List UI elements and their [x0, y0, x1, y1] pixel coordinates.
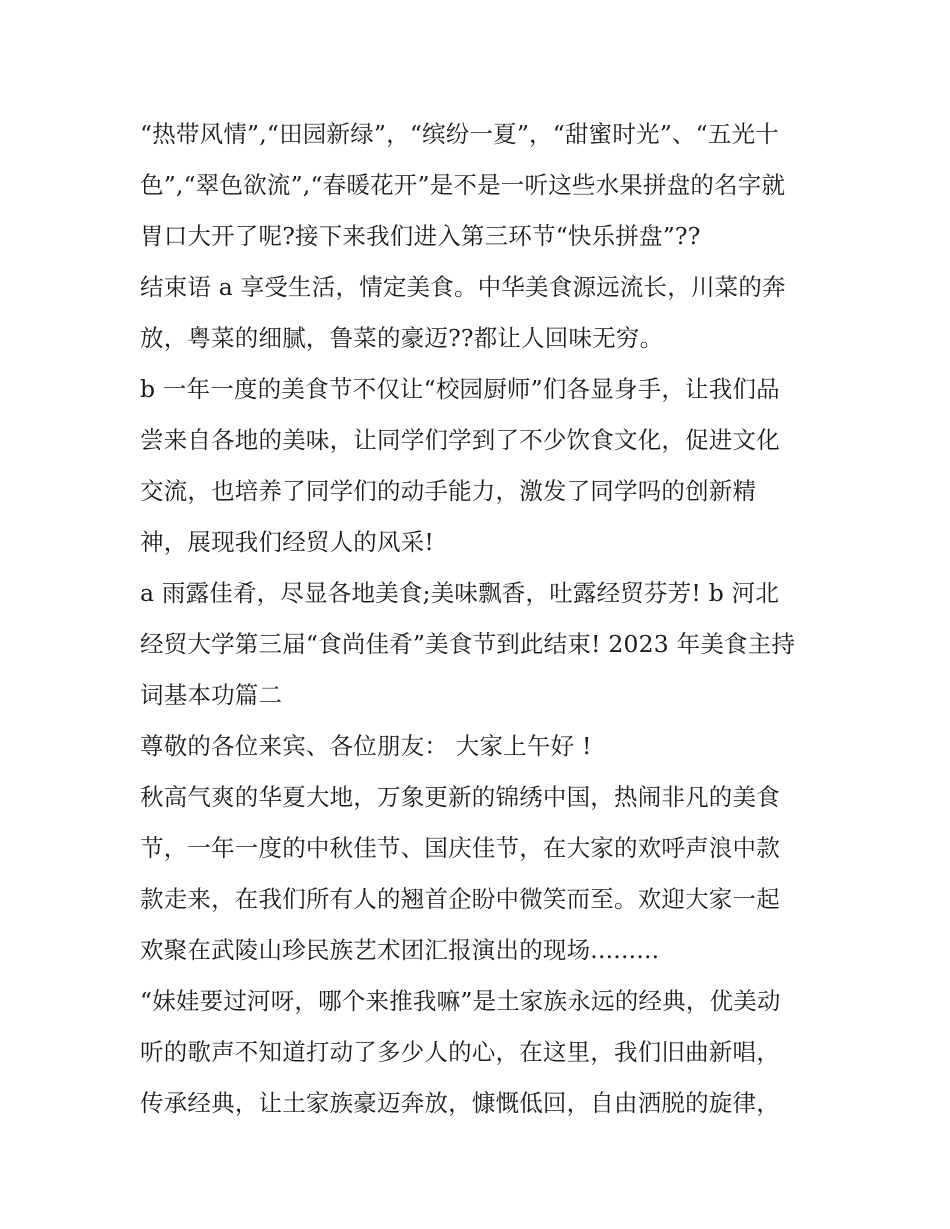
text-line: 经贸大学第三届“食尚佳肴”美食节到此结束! 2023 年美食主持 — [140, 630, 796, 658]
text-line: 尝来自各地的美味，让同学们学到了不少饮食文化，促进文化 — [140, 426, 780, 454]
section-heading: 词基本功篇二 — [140, 681, 283, 709]
text-line: 结束语 a 享受生活，情定美食。中华美食源远流长，川菜的奔 — [140, 273, 786, 301]
text-line: 听的歌声不知道打动了多少人的心，在这里，我们旧曲新唱， — [140, 1038, 780, 1066]
text-line: 色”,“翠色欲流”,“春暖花开”是不是一听这些水果拼盘的名字就 — [140, 171, 786, 199]
text-line: 秋高气爽的华夏大地，万象更新的锦绣中国，热闹非凡的美食 — [140, 783, 780, 811]
text-line: 神，展现我们经贸人的风采! — [140, 528, 435, 556]
text-line: 款走来，在我们所有人的翘首企盼中微笑而至。欢迎大家一起 — [140, 885, 780, 913]
text-line: 欢聚在武陵山珍民族艺术团汇报演出的现场......... — [140, 936, 660, 964]
text-line: a 雨露佳肴，尽显各地美食;美味飘香，吐露经贸芬芳! b 河北 — [140, 579, 780, 607]
greeting-line: 尊敬的各位来宾、各位朋友： 大家上午好 ! — [140, 732, 592, 760]
text-line: 交流，也培养了同学们的动手能力，激发了同学吗的创新精 — [140, 477, 757, 505]
text-line: 传承经典，让土家族豪迈奔放，慷慨低回，自由洒脱的旋律， — [140, 1089, 780, 1117]
text-line: “妹娃要过河呀，哪个来推我嘛”是土家族永远的经典，优美动 — [140, 987, 781, 1015]
text-line: 放，粤菜的细腻，鲁菜的豪迈??都让人回味无穷。 — [140, 324, 664, 352]
document-body — [140, 109, 820, 1129]
text-line: b 一年一度的美食节不仅让“校园厨师”们各显身手，让我们品 — [140, 375, 780, 403]
text-line: 节，一年一度的中秋佳节、国庆佳节，在大家的欢呼声浪中款 — [140, 834, 780, 862]
text-line: 胃口大开了呢?接下来我们进入第三环节“快乐拼盘”?? — [140, 222, 701, 250]
text-line: “热带风情”,“田园新绿”，“缤纷一夏”，“甜蜜时光”、“五光十 — [140, 120, 779, 148]
